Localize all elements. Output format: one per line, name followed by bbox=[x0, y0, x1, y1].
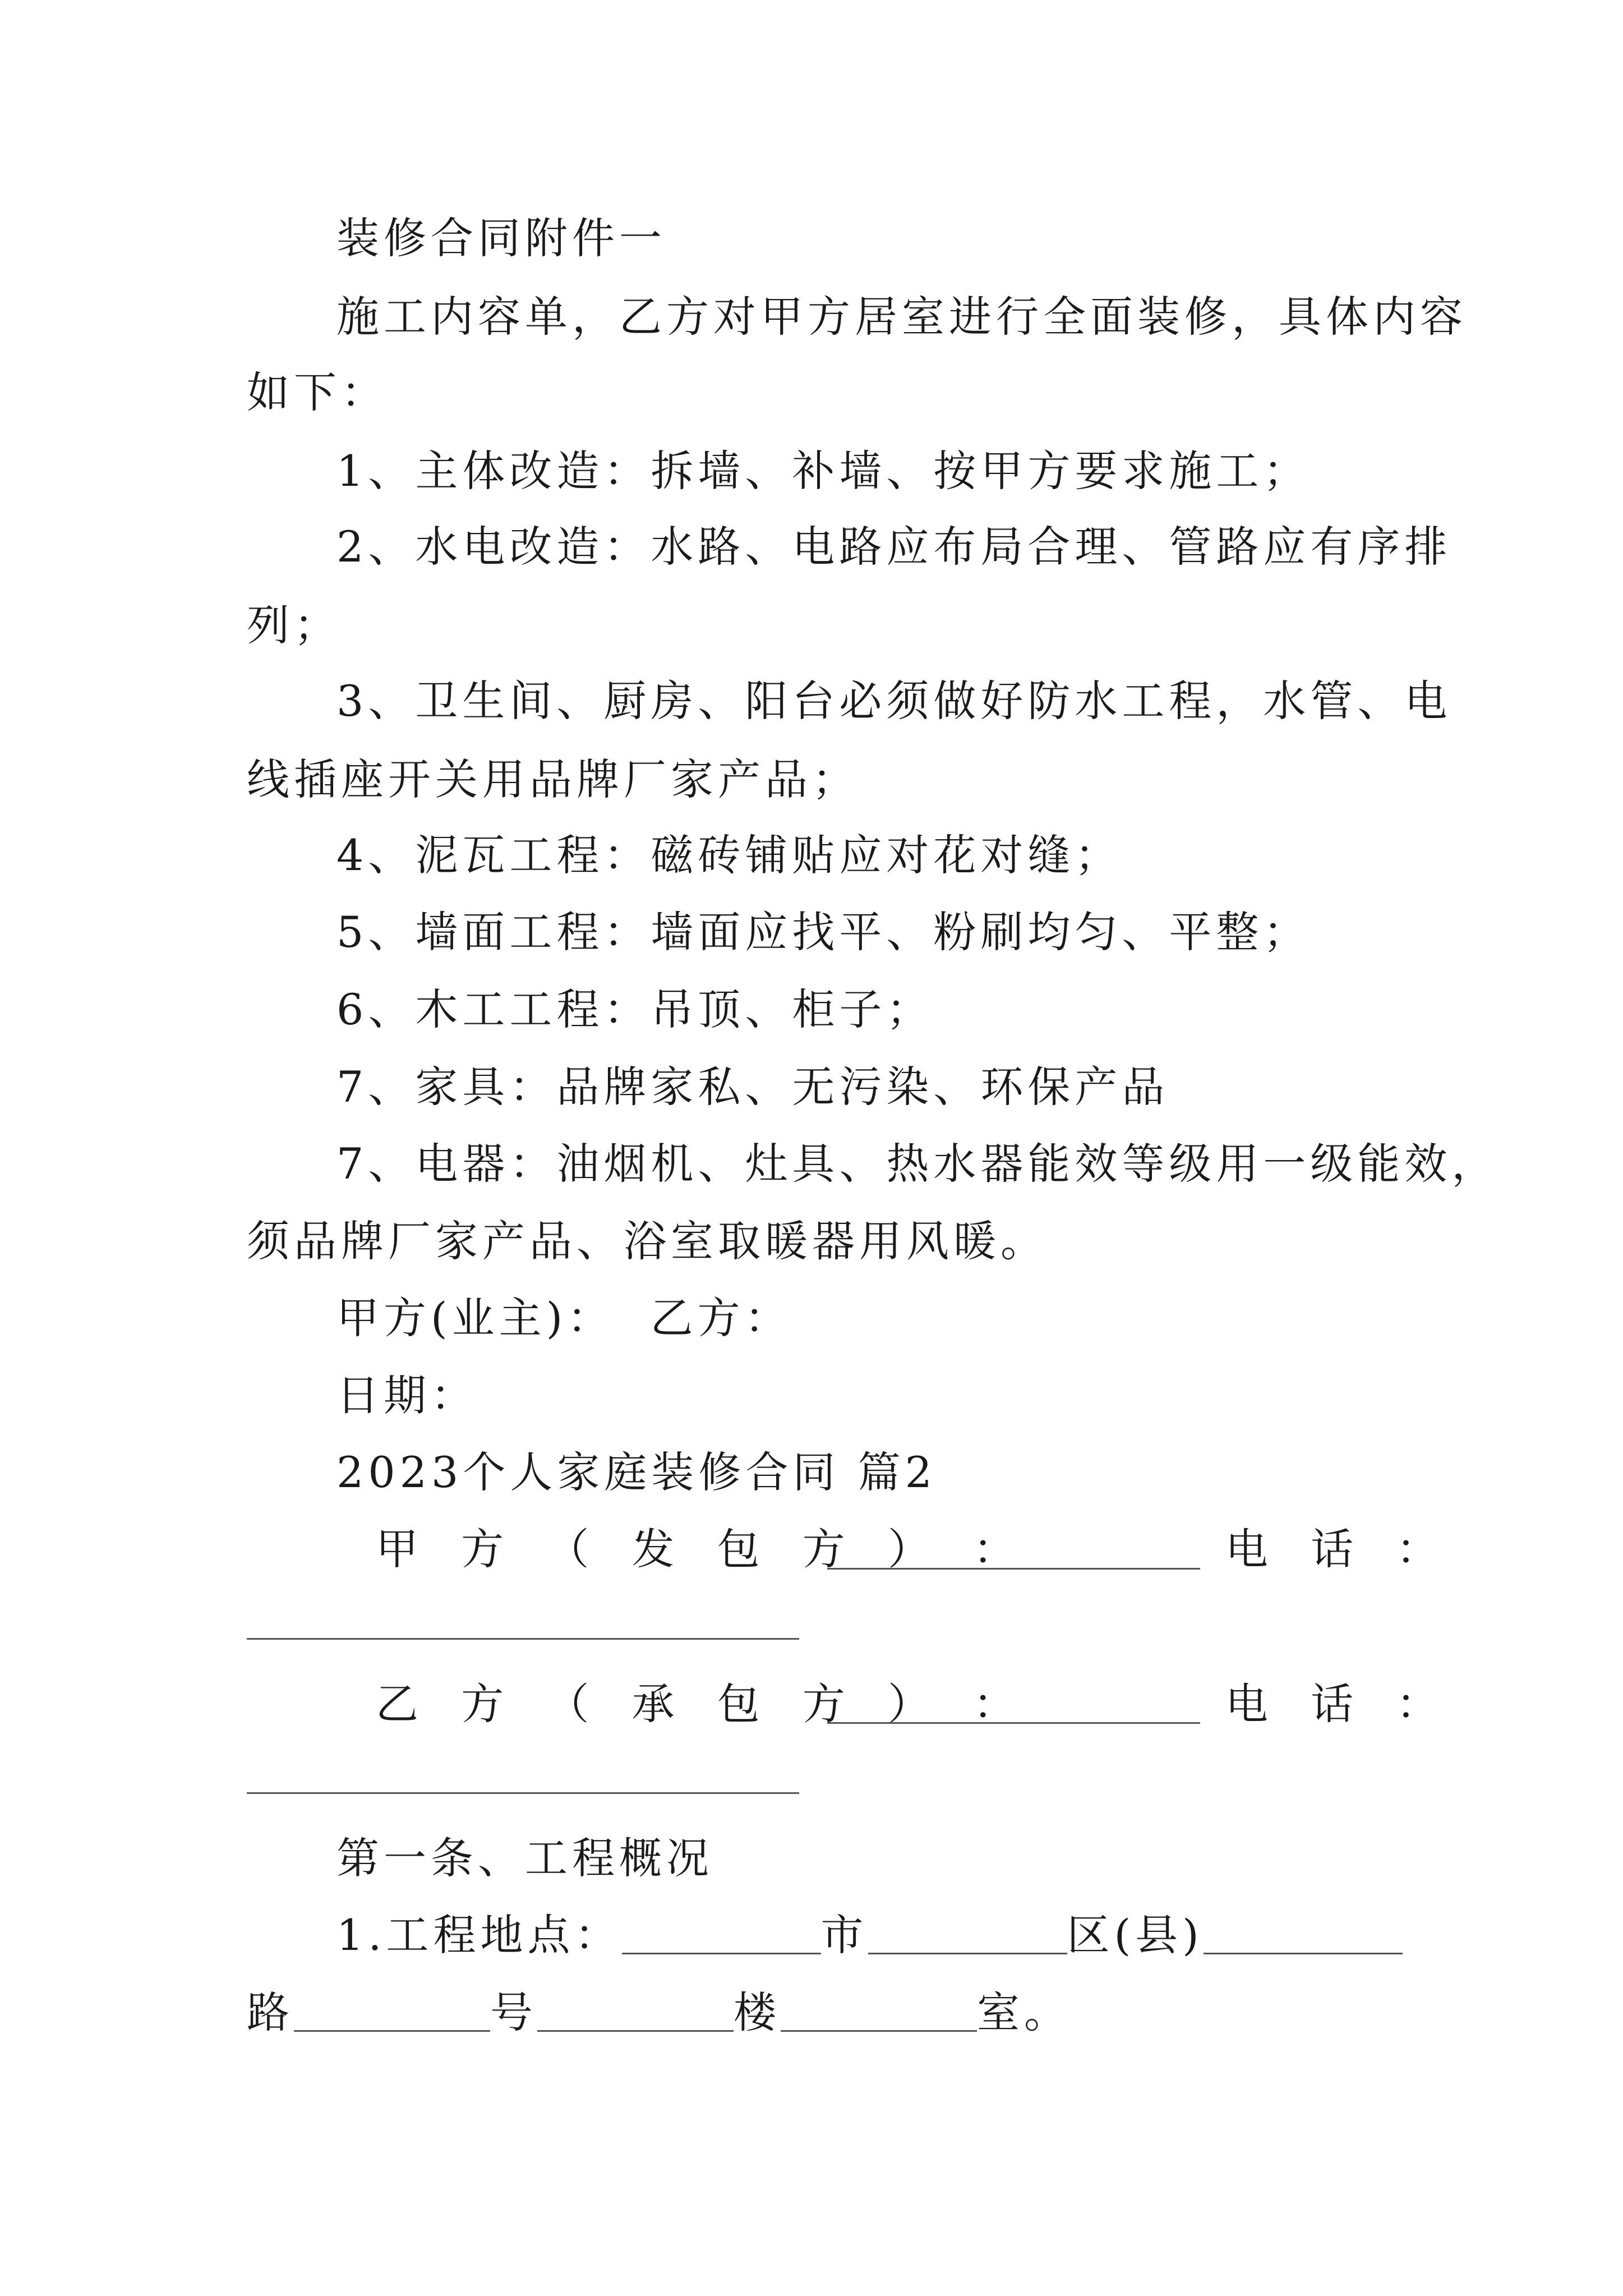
item-7: 7、家具：品牌家私、无污染、环保产品 bbox=[336, 1062, 1169, 1112]
room-field[interactable] bbox=[781, 1991, 977, 2032]
building-label: 楼 bbox=[734, 1987, 781, 2037]
city-field[interactable] bbox=[622, 1913, 821, 1954]
party-b-phone-field[interactable] bbox=[247, 1792, 799, 1794]
number-label: 号 bbox=[490, 1987, 537, 2037]
item-2-line-2: 列； bbox=[247, 600, 341, 650]
appendix-heading: 装修合同附件一 bbox=[336, 213, 666, 263]
item-2-line-1: 2、水电改造：水路、电路应布局合理、管路应有序排 bbox=[336, 522, 1452, 572]
item-8-line-2: 须品牌厂家产品、浴室取暖器用风暖。 bbox=[247, 1216, 1048, 1266]
item-6: 6、木工工程：吊顶、柜子； bbox=[336, 984, 934, 1034]
party-a-name-field[interactable] bbox=[827, 1568, 1200, 1570]
party-a-label: 甲 方 （ 发 包 方 ） ： bbox=[376, 1524, 1031, 1574]
date-line: 日期： bbox=[336, 1370, 478, 1420]
building-field[interactable] bbox=[537, 1991, 734, 2032]
item-3-line-1: 3、卫生间、厨房、阳台必须做好防水工程，水管、电 bbox=[336, 676, 1452, 726]
item-8-line-1: 7、电器：油烟机、灶具、热水器能效等级用一级能效， bbox=[336, 1139, 1499, 1189]
room-label: 室。 bbox=[977, 1987, 1071, 2037]
road-field[interactable] bbox=[1204, 1913, 1403, 1954]
district-field[interactable] bbox=[868, 1913, 1067, 1954]
item-3-line-2: 线插座开关用品牌厂家产品； bbox=[247, 754, 859, 804]
party-b-phone-label: 电 话 ： bbox=[1225, 1679, 1454, 1729]
location-line-1 bbox=[336, 1907, 1403, 1963]
number-field[interactable] bbox=[294, 1991, 490, 2032]
item-4: 4、泥瓦工程：磁砖铺贴应对花对缝； bbox=[336, 830, 1122, 880]
party-a-phone-label: 电 话 ： bbox=[1225, 1524, 1454, 1574]
party-a-phone-field[interactable] bbox=[247, 1638, 799, 1640]
item-1: 1、主体改造：拆墙、补墙、按甲方要求施工； bbox=[336, 446, 1311, 496]
intro-line-2: 如下： bbox=[247, 367, 388, 417]
intro-line-1: 施工内容单，乙方对甲方居室进行全面装修，具体内容 bbox=[336, 292, 1467, 342]
party-b-label: 乙 方 （ 承 包 方 ） ： bbox=[376, 1679, 1031, 1729]
party-b-name-field[interactable] bbox=[827, 1722, 1200, 1724]
city-label: 市 bbox=[820, 1910, 868, 1960]
article-1-title: 第一条、工程概况 bbox=[336, 1833, 713, 1883]
road-label: 路 bbox=[247, 1987, 294, 2037]
location-line-2 bbox=[247, 1985, 1071, 2041]
item-5: 5、墙面工程：墙面应找平、粉刷均匀、平整； bbox=[336, 907, 1311, 957]
location-prefix: 1.工程地点： bbox=[336, 1910, 622, 1960]
signature-line: 甲方(业主)： 乙方： bbox=[336, 1293, 792, 1343]
district-label: 区(县) bbox=[1067, 1910, 1204, 1960]
section-2-title: 2023个人家庭装修合同 篇2 bbox=[336, 1447, 937, 1497]
